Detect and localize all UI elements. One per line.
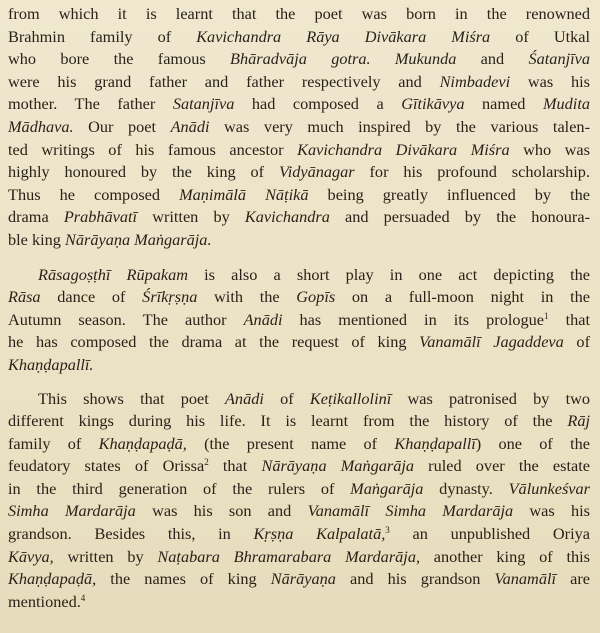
italic-term: Anādi — [224, 388, 264, 408]
italic-term: Vanamālī Simha Mardarāja — [307, 501, 514, 521]
text-line: feudatory states of Orissa$^2$ that Nārāyaṇa Maṅgarāja ruled over the estate — [8, 456, 590, 476]
italic-term: Vālunkeśvar — [508, 478, 590, 498]
italic-term: Śrīkṛṣṇa — [142, 287, 198, 307]
text-line: he has composed the drama at the request of king Vanamālī Jagaddeva of — [8, 332, 590, 352]
italic-term: Mukunda — [394, 49, 457, 69]
text-line: family of Khaṇḍapaḍā, (the present name of Khaṇḍapallī) one of the — [8, 433, 591, 453]
text-line: grandson. Besides this, in Kṛṣṇa Kalpalatā,$^3$ an unpublished Oriya — [8, 524, 590, 544]
footnote-marker: 1 — [544, 310, 549, 321]
footnote-marker: 4 — [80, 592, 86, 603]
text-line: in the third generation of the rulers of Maṅgarāja dynasty. Vālunkeśvar — [8, 478, 590, 498]
italic-term: Rāsa — [8, 287, 41, 307]
italic-term: Maṅgarāja — [350, 478, 424, 498]
italic-term: Anādi — [243, 309, 283, 329]
italic-term: Anādi — [170, 116, 210, 136]
italic-term: Keṭikallolinī — [309, 388, 392, 408]
text-line: were his grand father and father respectively and Nimbadevi was his — [8, 71, 590, 91]
italic-term: Prabhāvatī — [63, 207, 138, 227]
text-line: Mādhava. Our poet Anādi was very much inspired by the various talen- — [8, 116, 590, 136]
page-body — [8, 3, 590, 613]
paragraph-2 — [8, 264, 590, 377]
italic-term: Vanamālī Jagaddeva — [419, 332, 564, 352]
text-line: ted writings of his famous ancestor Kavichandra Divākara Miśra who was — [8, 139, 590, 159]
text-line: from which it is learnt that the poet was born in the renowned — [8, 4, 590, 23]
text-line: Autumn season. The author Anādi has mentioned in its prologue$^1$ that — [8, 309, 590, 329]
text-line: Brahmin family of Kavichandra Rāya Divākara Miśra of Utkal — [8, 26, 591, 46]
italic-term: Khaṇḍapallī. — [8, 354, 94, 374]
italic-term: Khaṇḍapaḍā, — [98, 433, 187, 453]
italic-term: Nārāyaṇa Maṅgarāja — [261, 456, 415, 476]
italic-term: Vidyānagar — [278, 162, 355, 182]
italic-term: Vanamālī — [494, 569, 557, 589]
text-line: Rāsagoṣṭhī Rūpakam is also a short play in one act depicting the — [38, 264, 591, 284]
text-line: mentioned.$^4$ — [8, 591, 86, 611]
paragraph-1 — [8, 3, 590, 252]
italic-term: Kavichandra — [244, 207, 330, 227]
italic-term: Khaṇḍapallī — [394, 433, 476, 453]
italic-term: Kāvya, — [8, 546, 54, 566]
italic-term: Nārāyaṇa Maṅgarāja. — [64, 229, 212, 249]
italic-term: Naṭabara Bhramarabara Mardarāja, — [157, 546, 421, 566]
text-line: Rāsa dance of Śrīkṛṣṇa with the Gopīs on a full-moon night in the — [8, 287, 590, 307]
italic-term: Mādhava. — [8, 116, 74, 136]
italic-term: Kṛṣṇa Kalpalatā, — [253, 524, 386, 544]
text-line — [8, 354, 590, 377]
italic-term: Bhāradvāja gotra. — [230, 49, 371, 69]
italic-term: Gopīs — [296, 287, 336, 307]
footnote-marker: 3 — [385, 525, 390, 536]
italic-term: Śatanjīva — [528, 49, 590, 69]
italic-term: Simha Mardarāja — [8, 501, 136, 521]
italic-term: Khaṇḍapaḍā, — [8, 569, 97, 589]
italic-term: Rāsagoṣṭhī Rūpakam — [38, 264, 189, 284]
footnote-marker: 2 — [204, 457, 209, 468]
italic-term: Nārāyaṇa — [270, 569, 336, 589]
text-line: mother. The father Satanjīva had composed a Gītikāvya named Mudita — [8, 94, 590, 114]
italic-term: Gītikāvya — [401, 94, 465, 114]
text-line: Kāvya, written by Naṭabara Bhramarabara Mardarāja, another king of this — [8, 546, 591, 566]
text-line: drama Prabhāvatī written by Kavichandra and persuaded by the honoura- — [8, 207, 590, 227]
text-line: highly honoured by the king of Vidyānagar for his profound scholarship. — [8, 162, 590, 182]
italic-term: Maṇimālā Nāṭikā — [179, 184, 309, 204]
italic-term: Mudita — [542, 94, 590, 114]
italic-term: Kavichandra Rāya Divākara Miśra — [196, 26, 491, 46]
paragraph-3 — [8, 388, 590, 614]
italic-term: Rāj — [567, 411, 590, 431]
text-line: Simha Mardarāja was his son and Vanamālī Simha Mardarāja was his — [8, 501, 590, 521]
text-line: different kings during his life. It is learnt from the history of the Rāj — [8, 411, 590, 431]
text-line: Thus he composed Maṇimālā Nāṭikā being greatly influenced by the — [8, 184, 591, 204]
italic-term: Satanjīva — [172, 94, 235, 114]
italic-term: Kavichandra Divākara Miśra — [297, 139, 510, 159]
text-line: who bore the famous Bhāradvāja gotra. Mukunda and Śatanjīva — [8, 49, 590, 69]
text-line: This shows that poet Anādi of Keṭikallolinī was patronised by two — [38, 388, 590, 408]
italic-term: Nimbadevi — [439, 71, 511, 91]
text-line: ble king Nārāyaṇa Maṅgarāja. — [8, 229, 212, 249]
text-line: Khaṇḍapaḍā, the names of king Nārāyaṇa and his grandson Vanamālī are — [8, 569, 590, 589]
